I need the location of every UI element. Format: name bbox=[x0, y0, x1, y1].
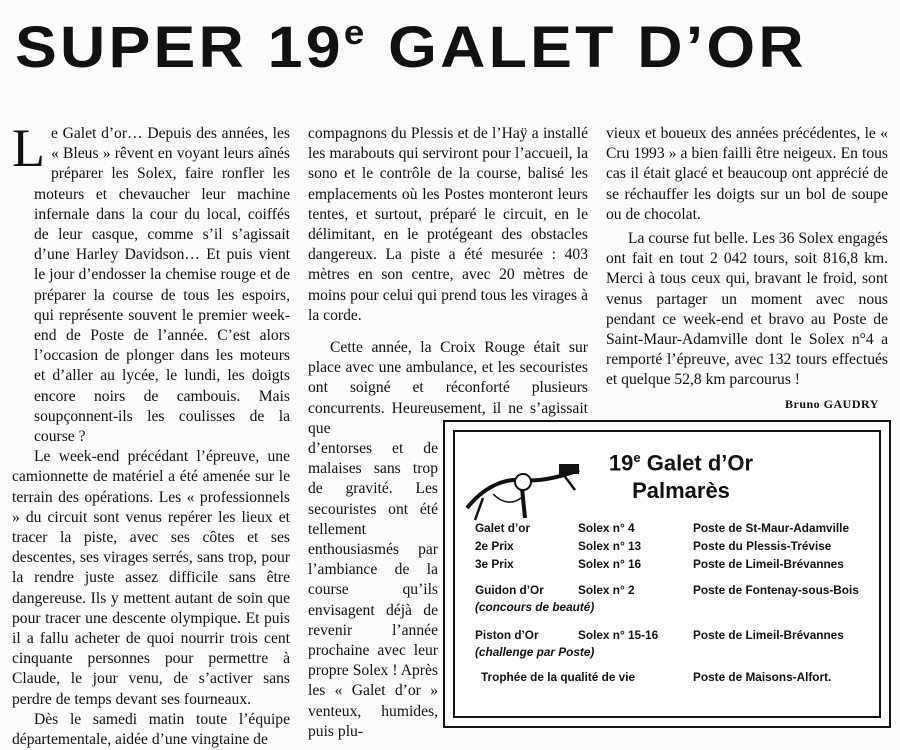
title-superscript: e bbox=[343, 14, 368, 52]
palmares-row-solex: Solex n° 16 bbox=[578, 557, 642, 571]
drop-cap: L bbox=[12, 118, 45, 178]
page-title bbox=[15, 16, 900, 80]
paragraph: compagnons du Plessis et de l’Haÿ a installé les marabouts qui serviront pour l’accueil, la sono et le contrôle de la course, balisé les emplacements où les Postes monteront leurs tentes, et surtout, préparé le circuit, en le délimitant, en le protégeant des obstacles dangereux. La piste a été mesurée : 403 mètres en son centre, avec 20 mètres de moins pour celui qui prend tous les virages à la corde. bbox=[308, 125, 588, 324]
paragraph: Cette année, la Croix Rouge était sur place avec une ambulance, et les secouristes ont soigné et réconforté plusieurs concurrents. Heureusement, il ne s’agissait que bbox=[308, 339, 588, 437]
palmares-row-prize: Guidon d’Or bbox=[475, 583, 544, 597]
palmares-row-poste: Poste de Limeil-Brévannes bbox=[693, 628, 844, 642]
title-main: SUPER 19 bbox=[15, 15, 344, 80]
paragraph-intro: Le Galet d’or… Depuis des années, les « Bleus » rêvent en voyant leurs aînés préparer les Solex, faire ronfler les moteurs et chevaucher leur machine infernale dans la cour du local, coiffés de leur casque, comme s’il s’agissait d’une Harley Davidson… Et puis vient le jour d’endosser la chemise rouge et de préparer la course de tous les espoirs, qui représente souvent le premier week-end de Poste de l’année. C’est alors l’occasion de plonger dans les moteurs et d’aller au lycée, le lundi, les doigts encore noirs de cambouis. Mais soupçonnent-ils les coulisses de la course ? bbox=[12, 118, 290, 446]
palmares-row-prize: Galet d’or bbox=[475, 521, 531, 535]
palmares-title: 19e Galet d’Or Palmarès bbox=[581, 444, 781, 505]
palmares-row-note: (concours de beauté) bbox=[475, 600, 595, 614]
palmares-row-solex: Solex n° 2 bbox=[578, 583, 635, 597]
palmares-row-solex: Solex n° 4 bbox=[578, 521, 635, 535]
palmares-row-prize: 3e Prix bbox=[475, 557, 514, 571]
palmares-row-prize: 2e Prix bbox=[475, 539, 514, 553]
paragraph: Le week-end précédant l’épreuve, une camionnette de matériel a été amenée sur le terrain des opérations. Les « professionnels » du circuit sont venus repérer les lieux et tracer la piste, avec ses côtes et ses descentes, ses virages serrés, sans trop, pour la rendre juste assez difficile sans être dangereuse. Ils y mettent autant de soin que pour tracer une descente olympique. Et puis il a fallu acheter de quoi nourrir trois cent cinquante personnes pour permettre à Claude, le jour venu, de s’activer sans perdre de temps devant ses fourneaux. bbox=[12, 448, 290, 708]
title-rest: GALET D’OR bbox=[367, 15, 807, 80]
paragraph-narrow: d’entorses et de malaises sans trop de gravité. Les secouristes ont été tellement enthousiasmés par l’ambiance de la course qu’ils envisagent déjà de revenir l’année prochaine avec leur propre Solex ! Après les « Galet d’or » venteux, humides, puis plu- bbox=[308, 440, 438, 740]
palmares-box bbox=[443, 420, 891, 728]
author-signature: Bruno GAUDRY bbox=[785, 397, 879, 411]
article-column-1 bbox=[12, 118, 290, 750]
palmares-row-prize: Piston d’Or bbox=[475, 628, 539, 642]
palmares-row-poste: Poste de Fontenay-sous-Bois bbox=[693, 583, 859, 597]
palmares-subtitle: Palmarès bbox=[632, 478, 730, 504]
paragraph: Dès le samedi matin toute l’équipe départementale, aidée d’une vingtaine de bbox=[12, 710, 290, 749]
paragraph: vieux et boueux des années précédentes, le « Cru 1993 » a bien failli être neigeux. En tous cas il était glacé et beaucoup ont apprécié de se réchauffer les doigts sur un bol de soupe ou de chocolat. bbox=[606, 125, 888, 223]
palmares-row-note: (challenge par Poste) bbox=[475, 645, 595, 659]
palmares-row-solex: Solex n° 13 bbox=[578, 539, 642, 553]
palmares-row-poste: Poste de Maisons-Alfort. bbox=[693, 670, 832, 684]
paragraph: La course fut belle. Les 36 Solex engagés ont fait en tout 2 042 tours, soit 816,8 km. Merci à tous ceux qui, bravant le froid, sont venus partager un moment avec nous pendant ce week-end et bravo au Poste de Saint-Maur-Adamville dont le Solex n°4 a remporté l’épreuve, avec 132 tours effectués et quelque 52,8 km parcourus ! bbox=[606, 230, 888, 389]
article-column-3 bbox=[606, 124, 888, 391]
palmares-row-poste: Poste du Plessis-Trévise bbox=[693, 539, 832, 553]
palmares-row-solex: Solex n° 15-16 bbox=[578, 628, 659, 642]
palmares-row-poste: Poste de Limeil-Brévannes bbox=[693, 557, 844, 571]
solex-handlebar-icon bbox=[463, 448, 583, 528]
palmares-row-poste: Poste de St-Maur-Adamville bbox=[693, 521, 850, 535]
palmares-row-prize: Trophée de la qualité de vie bbox=[481, 670, 636, 684]
